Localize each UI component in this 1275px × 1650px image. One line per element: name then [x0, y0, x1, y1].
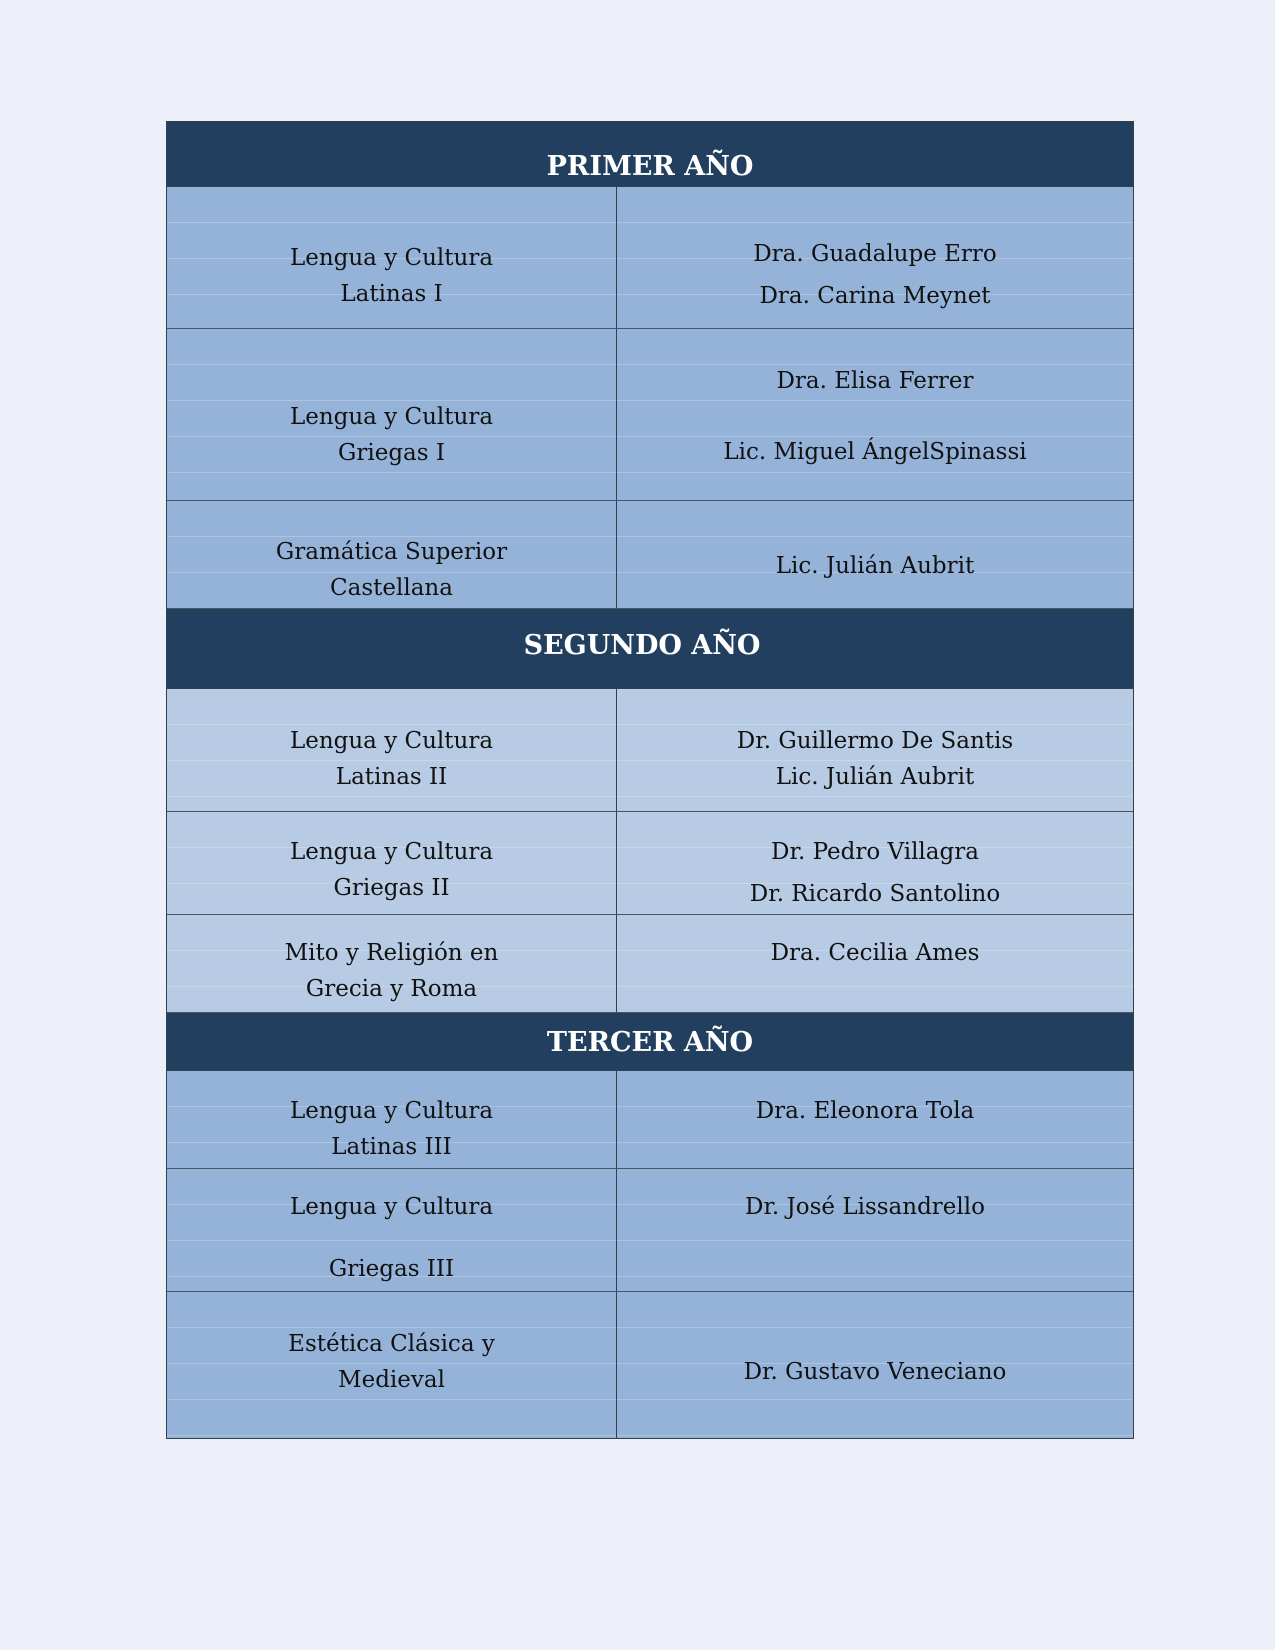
teacher-cell [617, 1169, 1133, 1291]
table-row [167, 1169, 1133, 1292]
teacher-cell [617, 915, 1133, 1012]
teacher-name: Dra. Eleonora Tola [755, 1098, 975, 1124]
subject-line: Lengua y Cultura [289, 839, 494, 865]
subject-cell [167, 1071, 617, 1168]
teacher-name: Dra. Guadalupe Erro [753, 241, 997, 267]
teacher-name: Dr. José Lissandrello [745, 1194, 985, 1220]
teacher-name: Dra. Elisa Ferrer [776, 368, 974, 394]
teacher-name: Dr. Guillermo De Santis [736, 728, 1014, 754]
subject-line: Lengua y Cultura [289, 728, 494, 754]
teacher-name: Dra. Carina Meynet [759, 283, 991, 309]
subject-line: Grecia y Roma [305, 976, 478, 1002]
subject-line: Lengua y Cultura [289, 245, 494, 271]
teacher-cell [617, 187, 1133, 328]
subject-cell [167, 501, 617, 608]
table-row [167, 1071, 1133, 1169]
subject-cell [167, 187, 617, 328]
subject-line: Latinas II [335, 764, 448, 790]
teacher-name: Lic. Miguel ÁngelSpinassi [723, 439, 1027, 465]
subject-line: Gramática Superior [275, 539, 508, 565]
subject-line: Mito y Religión en [284, 940, 499, 966]
table-row [167, 915, 1133, 1013]
subject-line: Lengua y Cultura [289, 1194, 494, 1220]
subject-line: Estética Clásica y [288, 1331, 495, 1357]
subject-line: Griegas II [333, 875, 450, 901]
teacher-name: Dra. Cecilia Ames [770, 940, 980, 966]
teacher-cell [617, 689, 1133, 811]
teacher-cell [617, 329, 1133, 500]
subject-line: Latinas I [340, 281, 443, 307]
teacher-cell [617, 1071, 1133, 1168]
teacher-cell [617, 1292, 1133, 1438]
subject-cell [167, 689, 617, 811]
teacher-name: Lic. Julián Aubrit [775, 764, 975, 790]
year-header-tercer [167, 1013, 1133, 1071]
table-row [167, 812, 1133, 915]
year-header-segundo [167, 609, 1133, 689]
subject-cell [167, 1292, 617, 1438]
teacher-name: Dr. Pedro Villagra [771, 839, 979, 865]
subject-line: Medieval [338, 1367, 445, 1393]
teacher-cell [617, 501, 1133, 608]
teacher-cell [617, 812, 1133, 914]
year-header-primer [167, 122, 1133, 187]
teacher-name: Dr. Ricardo Santolino [749, 881, 1001, 907]
subject-line: Lengua y Cultura [289, 404, 494, 430]
year-title: PRIMER AÑO [546, 151, 754, 182]
subject-line: Latinas III [331, 1134, 452, 1160]
table-row [167, 1292, 1133, 1438]
schedule-table [166, 121, 1134, 1439]
subject-cell [167, 915, 617, 1012]
table-row [167, 689, 1133, 812]
year-title: SEGUNDO AÑO [523, 630, 761, 661]
subject-cell [167, 1169, 617, 1291]
subject-line: Griegas III [328, 1256, 455, 1282]
table-row [167, 187, 1133, 329]
teacher-name: Dr. Gustavo Veneciano [743, 1359, 1007, 1385]
subject-cell [167, 329, 617, 500]
year-title: TERCER AÑO [546, 1027, 754, 1058]
subject-line: Castellana [330, 575, 453, 601]
subject-line: Griegas I [338, 440, 445, 466]
subject-line: Lengua y Cultura [289, 1098, 494, 1124]
table-row [167, 501, 1133, 609]
table-row [167, 329, 1133, 501]
subject-cell [167, 812, 617, 914]
teacher-name: Lic. Julián Aubrit [775, 553, 975, 579]
